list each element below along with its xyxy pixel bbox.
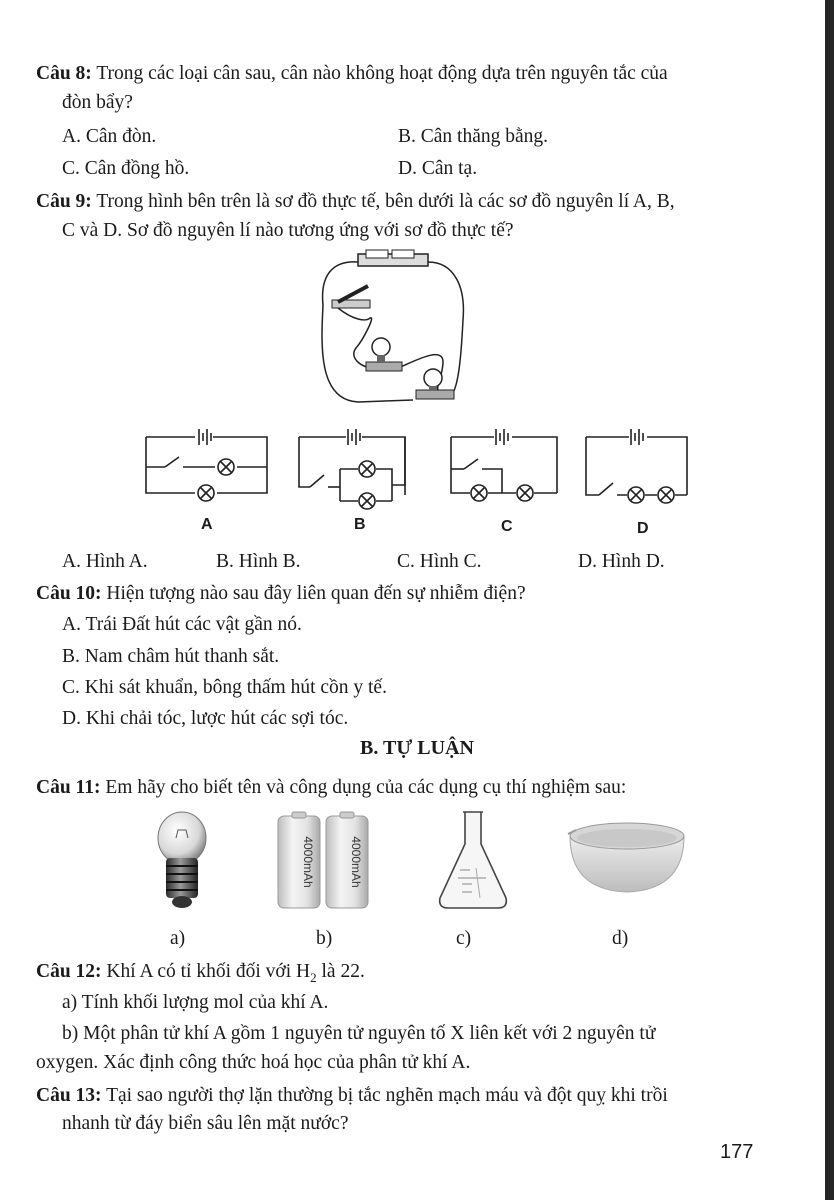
bowl-image [566, 818, 688, 896]
schematic-b [296, 425, 408, 515]
switch-to-bulb-wire [338, 308, 378, 368]
flask-image [436, 808, 510, 912]
q12-label: Câu 12: [36, 961, 102, 982]
q9-stem-cont: C và D. Sơ đồ nguyên lí nào tương ứng với sơ đồ thực tế? [62, 220, 514, 241]
page-number: 177 [720, 1141, 754, 1163]
q12-stem [36, 960, 365, 990]
real-circuit-figure [318, 250, 468, 410]
image-label-b: b) [316, 928, 333, 949]
q9-option-a: A. Hình A. [62, 551, 148, 572]
q8-stem [36, 62, 668, 86]
q10-option-c: C. Khi sát khuẩn, bông thấm hút cồn y tế. [62, 677, 387, 698]
q12-part-b-cont: oxygen. Xác định công thức hoá học của phân tử khí A. [36, 1052, 471, 1073]
schematic-a [143, 425, 273, 507]
q8-option-d: D. Cân tạ. [398, 158, 478, 179]
q13-stem [36, 1084, 668, 1108]
q9-option-d: D. Hình D. [578, 551, 665, 572]
image-label-d: d) [612, 928, 629, 949]
q12-part-a: a) Tính khối lượng mol của khí A. [62, 992, 329, 1013]
q10-label: Câu 10: [36, 583, 102, 604]
outer-wire-left [322, 262, 413, 402]
knife-switch [332, 286, 370, 308]
q8-option-b: B. Cân thăng bằng. [398, 126, 549, 147]
q8-label: Câu 8: [36, 63, 92, 84]
q8-option-c: C. Cân đồng hồ. [62, 158, 190, 179]
q13-text: Tại sao người thợ lặn thường bị tắc nghẽn mạch máu và đột quỵ khi trồi [101, 1085, 668, 1106]
q10-option-d: D. Khi chải tóc, lược hút các sợi tóc. [62, 708, 349, 729]
q8-option-a: A. Cân đòn. [62, 126, 157, 147]
battery-1-text: 4000mAh [301, 836, 315, 888]
schematic-c-label: C [501, 518, 513, 535]
q11-label: Câu 11: [36, 777, 101, 798]
bulb-1 [366, 338, 402, 371]
section-b-title: B. TỰ LUẬN [360, 737, 474, 759]
schematic-d-label: D [637, 520, 649, 537]
batteries-image [276, 812, 372, 910]
q12-text-post: là 22. [316, 961, 365, 982]
q13-label: Câu 13: [36, 1085, 102, 1106]
q12-part-b: b) Một phân tử khí A gồm 1 nguyên tử nguyên tố X liên kết với 2 nguyên tử [62, 1023, 656, 1044]
q10-option-b: B. Nam châm hút thanh sắt. [62, 646, 280, 667]
q12-subscript: 2 [310, 969, 317, 985]
q11-stem [36, 776, 626, 800]
battery-2-text: 4000mAh [349, 836, 363, 888]
q10-text: Hiện tượng nào sau đây liên quan đến sự nhiễm điện? [101, 583, 526, 604]
image-label-c: c) [456, 928, 472, 949]
image-label-a: a) [170, 928, 186, 949]
q9-option-b: B. Hình B. [216, 551, 301, 572]
schematic-a-label: A [201, 516, 213, 533]
q9-option-c: C. Hình C. [397, 551, 482, 572]
q10-stem [36, 582, 526, 606]
schematic-c [448, 425, 560, 507]
bulb-image [150, 810, 214, 910]
q9-label: Câu 9: [36, 191, 92, 212]
q12-text-pre: Khí A có tỉ khối đối với H [101, 961, 311, 982]
schematic-d [583, 425, 691, 507]
q9-stem [36, 190, 675, 214]
schematic-b-label: B [354, 516, 366, 533]
q8-text: Trong các loại cân sau, cân nào không hoạt động dựa trên nguyên tắc của [91, 63, 668, 84]
q13-stem-cont: nhanh từ đáy biển sâu lên mặt nước? [62, 1113, 349, 1134]
q11-text: Em hãy cho biết tên và công dụng của các dụng cụ thí nghiệm sau: [100, 777, 627, 798]
page-edge [825, 0, 834, 1200]
q9-text: Trong hình bên trên là sơ đồ thực tế, bên dưới là các sơ đồ nguyên lí A, B, [91, 191, 675, 212]
bulb-2 [416, 369, 454, 399]
battery-holder [358, 250, 428, 266]
q10-option-a: A. Trái Đất hút các vật gần nó. [62, 614, 302, 635]
q8-stem-cont: đòn bẩy? [62, 92, 133, 113]
